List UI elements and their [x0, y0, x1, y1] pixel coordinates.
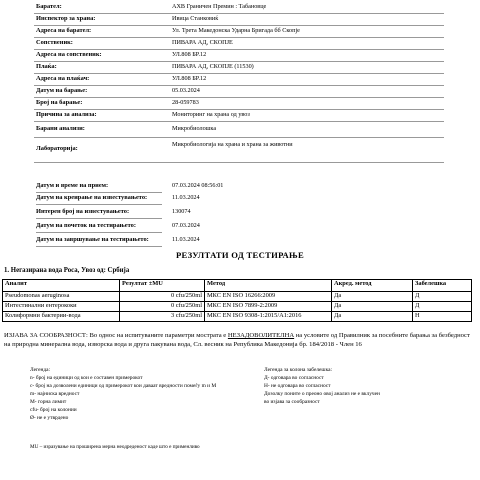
conformity-statement	[4, 332, 472, 349]
method-cell: МКС EN ISO 16266:2009	[205, 292, 332, 302]
conformity-status: НЕЗАДОВОЛИТЕЛНА	[227, 332, 295, 339]
field-label: Инспектор за храна:	[36, 15, 96, 22]
divider	[34, 49, 444, 50]
field-value: Мониторинг на храна од увоз	[172, 111, 250, 118]
analyte-cell: Интестинални ентерококи	[3, 302, 120, 312]
field-value: 07.03.2024 08:56:01	[172, 182, 224, 189]
field-value: 05.03.2024	[172, 87, 200, 94]
divider	[34, 25, 444, 26]
field-label: Сопственик:	[36, 39, 73, 46]
field-value: Микробиологија на храна и храна за животни	[172, 141, 293, 148]
analyte-cell: Колиформни бактерии-вода	[3, 312, 120, 322]
field-owner	[0, 39, 480, 49]
column-header: Акред. метод	[332, 280, 413, 292]
field-value: УЛ.808 БР.12	[172, 75, 207, 82]
field-label: Барател:	[36, 3, 62, 10]
field-label: Барани анализи:	[36, 125, 85, 132]
legend-line: Ø- не е утврдено	[30, 415, 69, 421]
results-title: РЕЗУЛТАТИ ОД ТЕСТИРАЊЕ	[175, 250, 304, 260]
field-report-created	[0, 194, 480, 204]
field-test-start	[0, 222, 480, 232]
field-value: Микробиолошка	[172, 125, 217, 132]
analyte-cell: Pseudomonas aeruginosa	[3, 292, 120, 302]
result-cell: 0 cfu/250ml	[120, 292, 205, 302]
field-value: 11.03.2024	[172, 236, 200, 243]
field-payer	[0, 63, 480, 73]
field-label: Датум на почеток на тестирањето:	[36, 222, 136, 229]
field-label: Датум на завршување на тестирањето:	[36, 236, 149, 243]
field-internal-number	[0, 208, 480, 218]
legend-line: c- број на дозволени единици од примерокот кои даваат вредности помеѓу m и M	[30, 383, 217, 389]
field-payer-address	[0, 75, 480, 85]
result-cell: 0 cfu/250ml	[120, 302, 205, 312]
field-test-end	[0, 236, 480, 246]
field-owner-address	[0, 51, 480, 61]
legend-line: M- горна лимит	[30, 399, 67, 405]
column-header: Метод	[205, 280, 332, 292]
divider	[34, 137, 444, 138]
conformity-suffix: на условите од Правилник за посебните барања за безбедност на природна минерална вода, изворска вода и друга пакувана вода, Сл. весник на Република Македонија бр. 184/2018 - Член 16	[4, 332, 470, 348]
legend-line: во изјава за сообразност	[264, 399, 320, 405]
field-label: Адреса на сопственик:	[36, 51, 102, 58]
divider	[34, 73, 444, 74]
field-label: Датум на барање:	[36, 87, 88, 94]
column-header: Забелешка	[413, 280, 472, 292]
field-value: 07.03.2024	[172, 222, 200, 229]
field-value: УЛ.808 БР.12	[172, 51, 207, 58]
sample-name: 1. Негазирана вода Роса, Увоз од: Србија	[4, 267, 130, 274]
field-value: АХВ Граничен Премин : Табановце	[172, 3, 267, 10]
note-cell: Н	[413, 312, 472, 322]
legend-line: Д- одговара во согласност	[264, 375, 324, 381]
table-row	[3, 292, 472, 302]
field-value: Ивица Станковиќ	[172, 15, 219, 22]
table-row	[3, 302, 472, 312]
accredited-cell: Да	[332, 292, 413, 302]
method-cell: МКС EN ISO 9308-1:2015/A1:2016	[205, 312, 332, 322]
field-label: Адреса на плаќач:	[36, 75, 90, 82]
divider	[34, 61, 444, 62]
legend-line: Легенда:	[30, 367, 51, 373]
table-row	[3, 312, 472, 322]
divider	[34, 97, 444, 98]
divider	[34, 109, 444, 110]
field-value: Ул. Трета Македонска Ударна Бригада бб Скопје	[172, 27, 300, 34]
field-value: 11.03.2024	[172, 194, 200, 201]
field-label: Лабораторија:	[36, 145, 78, 152]
field-requester-address	[0, 27, 480, 37]
divider	[34, 85, 444, 86]
legend-line: Н- не одговара во согласност	[264, 383, 331, 389]
field-value: ПИВАРА АД, СКОПЈЕ	[172, 39, 233, 46]
field-laboratory	[0, 141, 480, 151]
field-requester	[0, 3, 480, 13]
field-request-number	[0, 99, 480, 109]
field-request-date	[0, 87, 480, 97]
results-table	[2, 279, 472, 322]
conformity-prefix: ИЗЈАВА ЗА СООБРАЗНОСТ: Во однос на испитуваните параметри мострата е	[4, 332, 228, 339]
legend-right	[264, 366, 464, 406]
legend-line: Легенда за колона забелешка:	[264, 367, 333, 373]
divider	[34, 37, 444, 38]
legend-line: Дозолку поните о преоно овој анализ не е вклучен	[264, 391, 380, 397]
field-label: Адреса на барател:	[36, 27, 92, 34]
field-value: 28-059783	[172, 99, 199, 106]
method-cell: МКС EN ISO 7899-2:2009	[205, 302, 332, 312]
result-cell: 3 cfu/250ml	[120, 312, 205, 322]
table-header-row	[3, 280, 472, 292]
legend-left	[30, 366, 260, 422]
note-cell: Д	[413, 292, 472, 302]
field-requested-analyses	[0, 125, 480, 135]
note-cell: Д	[413, 302, 472, 312]
divider	[36, 218, 162, 219]
field-value: ПИВАРА АД, СКОПЈЕ (11530)	[172, 63, 254, 70]
divider	[36, 204, 162, 205]
legend-line: cfu- број на колонии	[30, 407, 77, 413]
legend-line: m- најниска вредност	[30, 391, 80, 397]
field-label: Интерен број на известувањето:	[36, 208, 130, 215]
legend-line: n- број на единици од кои е составен примерокот	[30, 375, 143, 381]
mu-note: MU – изразување на проширена мерна неодреденост каде што е применливо	[30, 444, 200, 450]
field-receipt-datetime	[0, 182, 480, 192]
divider	[34, 162, 444, 163]
field-value: 130074	[172, 208, 191, 215]
divider	[34, 121, 444, 122]
divider	[36, 192, 162, 193]
accredited-cell: Да	[332, 312, 413, 322]
field-label: Датум на креирање на известувањето:	[36, 194, 148, 201]
accredited-cell: Да	[332, 302, 413, 312]
divider	[36, 232, 162, 233]
field-label: Причина за анализа:	[36, 111, 97, 118]
field-analysis-reason	[0, 111, 480, 121]
divider	[36, 246, 162, 247]
field-label: Број на барање:	[36, 99, 83, 106]
field-inspector	[0, 15, 480, 25]
field-label: Датум и време на прием:	[36, 182, 109, 189]
field-label: Плаќа:	[36, 63, 57, 70]
column-header: Аналит	[3, 280, 120, 292]
divider	[34, 13, 444, 14]
column-header: Резултат ±MU	[120, 280, 205, 292]
